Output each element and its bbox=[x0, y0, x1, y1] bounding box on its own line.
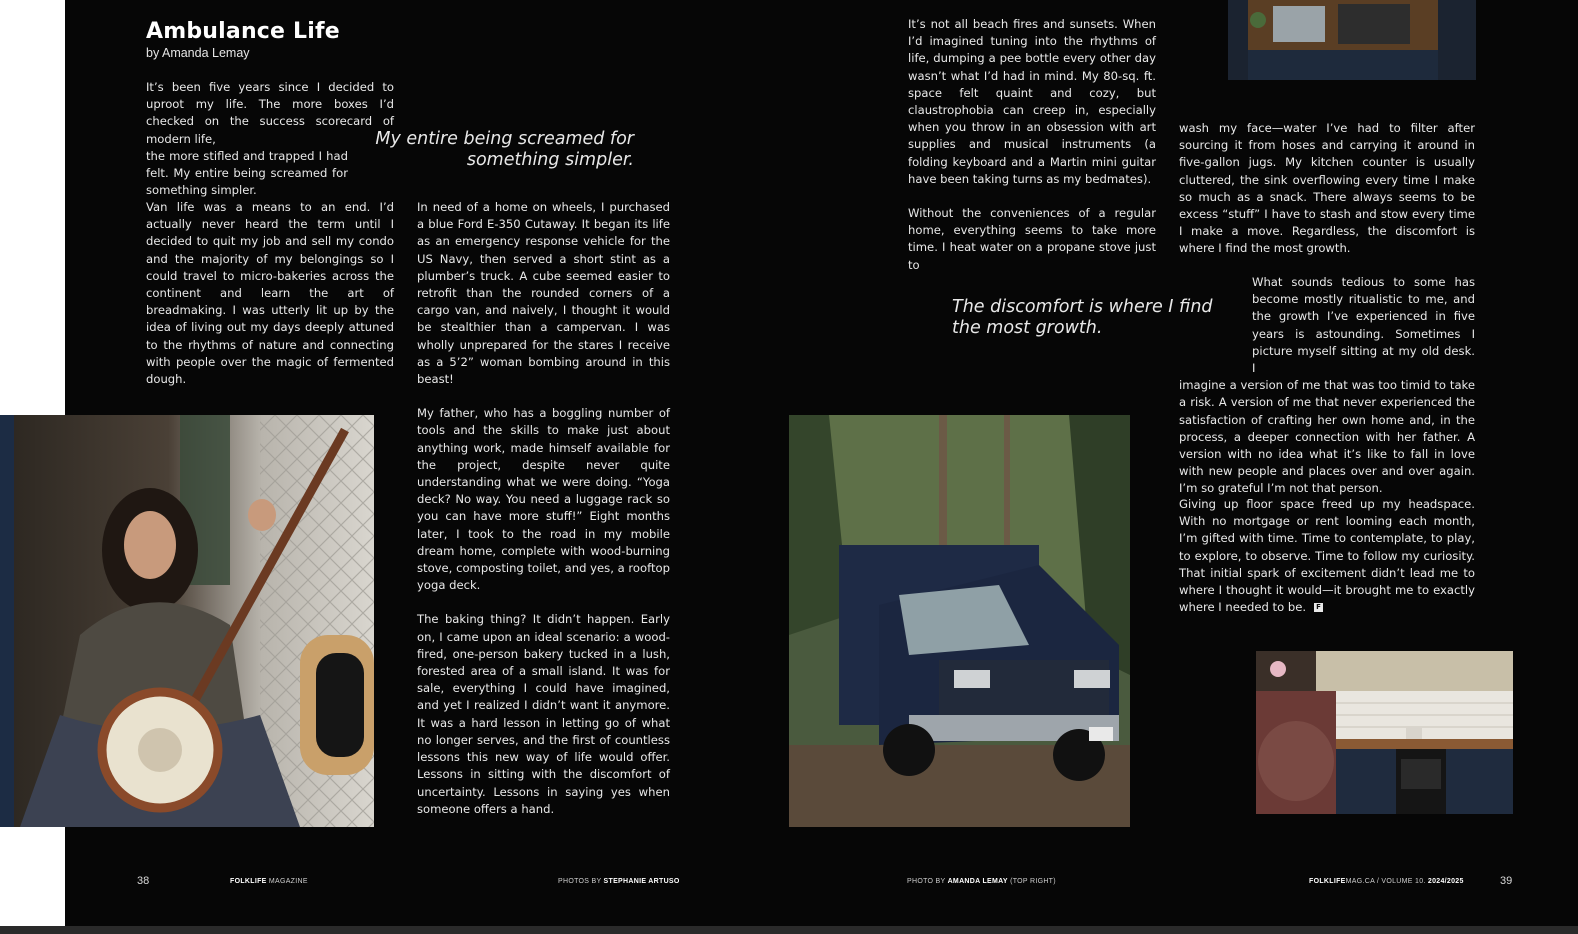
left-page-number: 38 bbox=[137, 875, 150, 887]
left-col2-paragraph-1: In need of a home on wheels, I purchased a blue Ford E-350 Cutaway. It began its life as an emergency response vehicle for the US Navy, then served a short stint as a plumber’s truck. A cube seemed easier to retrofit than the rounded corners of a cargo van, and naively, I thought it would be stealthier than a campervan. I was wholly unprepared for the stares I receive as a 5’2” woman bombing around in this beast! bbox=[417, 200, 670, 387]
right-col2-paragraph-2 bbox=[1179, 274, 1475, 498]
right-col1-text bbox=[908, 16, 1156, 291]
article-end-mark: F bbox=[1314, 603, 1323, 612]
page-bottom-edge bbox=[0, 926, 1578, 934]
pull-quote-left: My entire being screamed for something simpler. bbox=[375, 129, 634, 170]
left-photo-credit: PHOTOS BY STEPHANIE ARTUSO bbox=[558, 878, 680, 885]
ambulance-van-photo bbox=[789, 415, 1130, 827]
article-title: Ambulance Life bbox=[146, 19, 340, 44]
intro-line-1: It’s been five years since I decided to uproot my life. The more boxes I’d checked on the success scorecard of modern life, bbox=[146, 80, 394, 146]
kitchen-top-illustration bbox=[1228, 0, 1476, 80]
van-photo-illustration bbox=[789, 415, 1130, 827]
right-page-number: 39 bbox=[1500, 875, 1513, 887]
right-col1-paragraph-1: It’s not all beach fires and sunsets. When I’d imagined tuning into the rhythms of life, dumping a pee bottle every other day wasn’t what I’d had in mind. My 80-sq. ft. space felt quaint and cozy, but claustrophobia can creep in, especially when you throw in an obsession with art supplies and musical instruments (a folding keyboard and a Martin mini guitar have been taking turns as my bedmates). bbox=[908, 17, 1156, 186]
intro-line-2: the more stifled and trapped I had felt. My entire being screamed for something simpler. bbox=[146, 148, 348, 198]
right-col2-para2-part-1: What sounds tedious to some has become mostly ritualistic to me, and the growth I’ve experienced in five years is astounding. Sometimes I picture myself sitting at my old desk. I bbox=[1252, 275, 1475, 376]
intro-paragraph bbox=[146, 79, 394, 199]
left-col1-paragraph-2: Van life was a means to an end. I’d actually never heard the term until I decided to quit my job and sell my condo and the majority of my belongings so I could travel to micro-bakeries across the continent and learn the art of breadmaking. I was utterly lit up by the idea of living out my days deeply attuned to the rhythms of nature and connecting with people over the magic of fermented dough. bbox=[146, 200, 394, 387]
right-col2-paragraph-1: wash my face—water I’ve had to filter after sourcing it from hoses and carrying it around in five-gallon jugs. My kitchen counter is usually cluttered, the sink overflowing every time I make so much as a snack. There always seems to be excess “stuff” I have to stash and stow every time I make a move. Regardless, the discomfort is where I find the most growth. bbox=[1179, 121, 1475, 256]
right-footer-site: FOLKLIFEMAG.CA / VOLUME 10. 2024/2025 bbox=[1309, 878, 1464, 885]
right-photo-credit: PHOTO BY AMANDA LEMAY (TOP RIGHT) bbox=[907, 878, 1056, 885]
van-kitchen-interior-photo bbox=[1256, 651, 1513, 814]
right-col2-paragraph-3: Giving up floor space freed up my headspace. With no mortgage or rent looming each month, I’m gifted with time. Time to contemplate, to play, to explore, to observe. Time to follow my curiosity. That initial spark of excitement didn’t lead me to where I thought it would—it brought me to exactly where I needed to be. F bbox=[1179, 497, 1475, 615]
kitchen-interior-illustration bbox=[1256, 651, 1513, 814]
left-footer-magazine: FOLKLIFE MAGAZINE bbox=[230, 878, 308, 885]
banjo-player-photo bbox=[0, 415, 374, 827]
right-col1-paragraph-2: Without the conveniences of a regular home, everything seems to take more time. I heat water on a propane stove just to bbox=[908, 206, 1156, 272]
pull-quote-right: The discomfort is where I find the most growth. bbox=[952, 297, 1213, 338]
banjo-photo-illustration bbox=[0, 415, 374, 827]
right-col2-para2-part-2: imagine a version of me that was too timid to take a risk. A version of me that never experienced the satisfaction of crafting her own home and, in the process, a deeper connection with her father. A version with no idea what it’s like to fall in love with new people and places over and over again. I’m so grateful I’m not that person. bbox=[1179, 378, 1475, 496]
van-kitchen-top-photo bbox=[1228, 0, 1476, 80]
left-col2-paragraph-3: The baking thing? It didn’t happen. Early on, I came upon an ideal scenario: a wood-fired, one-person bakery tucked in a lush, forested area of a small island. It was for sale, everything I could have imagined, and yet I realized I didn’t want it anymore. It was a hard lesson in letting go of what no longer serves, and the first of countless lessons this new way of life would offer. Lessons in sitting with the discomfort of uncertainty. Lessons in saying yes when someone offers a hand. bbox=[417, 612, 670, 816]
left-col2-paragraph-2: My father, who has a boggling number of tools and the skills to make just about anything work, made himself available for the project, despite never quite understanding what we were doing. “Yoga deck? No way. You need a luggage rack so you can have more stuff!” Eight months later, I took to the road in my mobile dream home, complete with wood-burning stove, composting toilet, and yes, a rooftop yoga deck. bbox=[417, 406, 670, 593]
article-byline: by Amanda Lemay bbox=[146, 46, 250, 60]
left-col2-text bbox=[417, 199, 670, 835]
